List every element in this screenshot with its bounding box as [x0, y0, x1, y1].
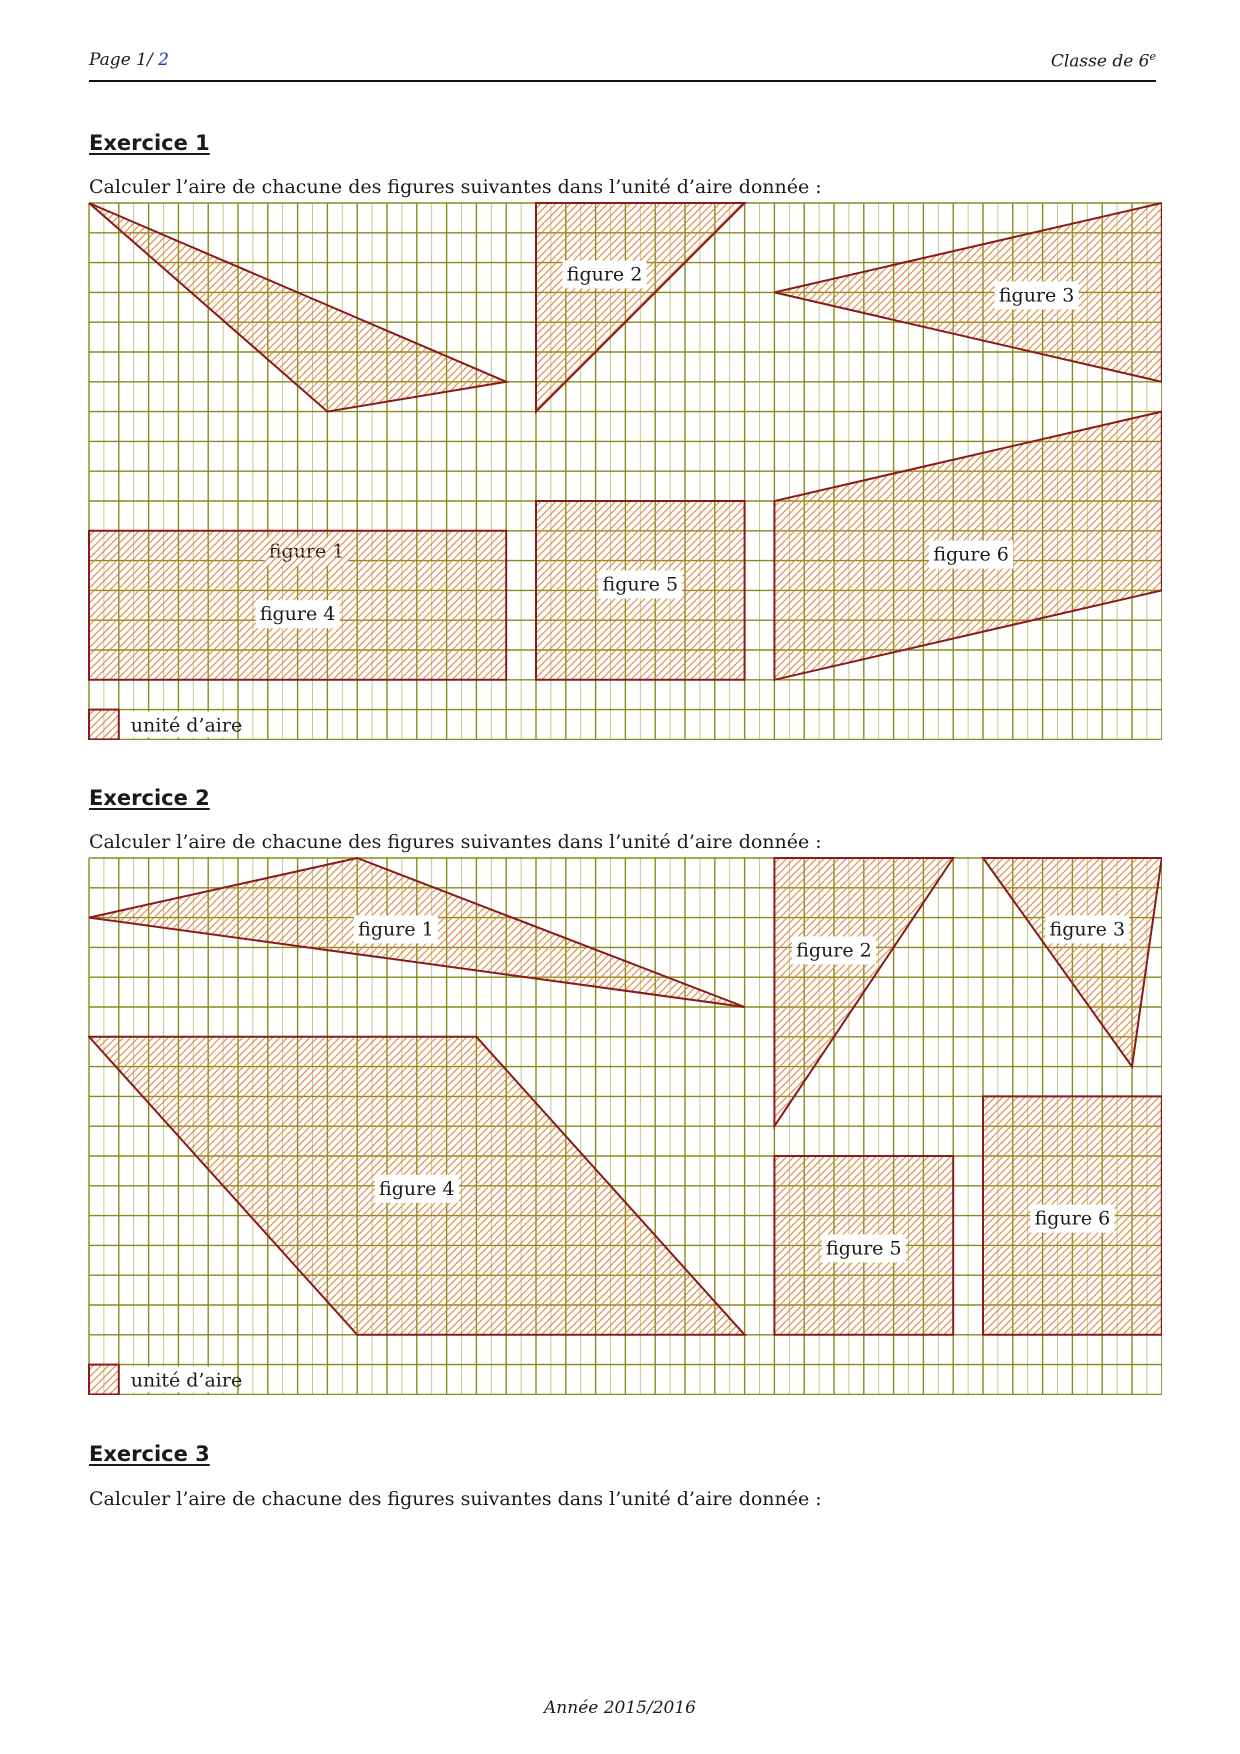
figure-label: figure 6: [1034, 1207, 1111, 1230]
figure-label: figure 5: [826, 1237, 902, 1260]
exercise-3-title: Exercice 3: [89, 1442, 210, 1466]
unit-area-legend: [89, 710, 242, 740]
unit-area-square: [89, 1365, 119, 1395]
exercise-1-title: Exercice 1: [89, 131, 210, 155]
figure-label: figure 3: [998, 284, 1075, 307]
page-number: Page 1/ 2: [89, 50, 169, 70]
figure-5: [536, 501, 745, 680]
figure-label: figure 2: [796, 939, 872, 962]
unit-area-label: unité d’aire: [130, 1369, 243, 1392]
figure-5: [774, 1156, 953, 1335]
exercise-1-instruction: Calculer l’aire de chacune des figures suivantes dans l’unité d’aire donnée :: [89, 176, 822, 198]
figure-label: figure 6: [933, 543, 1009, 566]
class-level: Classe de 6e: [1050, 50, 1156, 72]
page-header: [89, 50, 1156, 82]
figure-label: figure 3: [1049, 918, 1126, 941]
figure-label: figure 2: [566, 263, 643, 286]
exercise-2-instruction: Calculer l’aire de chacune des figures suivantes dans l’unité d’aire donnée :: [89, 831, 822, 853]
unit-area-label: unité d’aire: [130, 714, 243, 737]
figure-label: figure 1: [358, 918, 434, 941]
page-total-link[interactable]: 2: [158, 50, 169, 70]
figure-label: figure 4: [259, 603, 336, 626]
figure-label: figure 5: [602, 573, 679, 596]
figure-6: [983, 1096, 1162, 1334]
figure-label: figure 4: [379, 1177, 455, 1200]
page-footer: Année 2015/2016: [544, 1698, 696, 1718]
figure-4: [89, 531, 506, 680]
exercise-1-grid: [88, 202, 1162, 740]
unit-area-square: [89, 710, 119, 740]
exercise-2-grid: [88, 857, 1162, 1395]
exercise-3-instruction: Calculer l’aire de chacune des figures suivantes dans l’unité d’aire donnée :: [89, 1488, 822, 1510]
unit-area-legend: [89, 1365, 242, 1395]
exercise-2-title: Exercice 2: [89, 786, 210, 810]
